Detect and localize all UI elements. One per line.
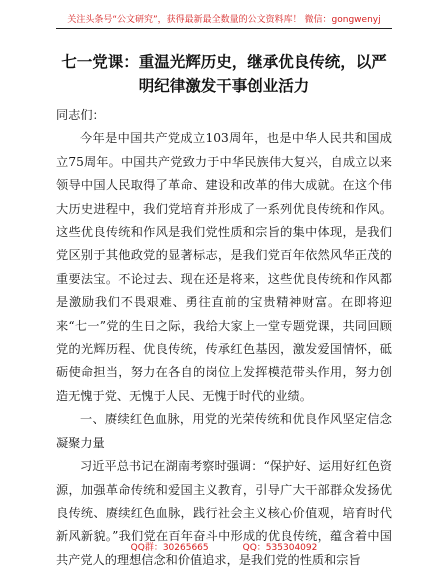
body-paragraph: 今年是中国共产党成立103周年，也是中华人民共和国成立75周年。中国共产党致力于中华民族伟大复兴，自成立以来领导中国人民取得了革命、建设和改革的伟大成就。在这个伟大历史进程中，我们党培育并形成了一系列优良传统和作风。这些优良传统和作风是我们党性质和宗旨的集中体现，是我们党区别于其他政党的显著标志，是我们党百年依然风华正茂的重要法宝。不论过去、现在还是将来，这些优良传统和作风都是激励我们不畏艰难、勇往直前的宝贵精神财富。在即将迎来“七一”党的生日之际，我给大家上一堂专题党课，共同回顾党的光辉历程、优良传统，传承红色基因，激发爱国情怀，砥砺使命担当，努力在各自的岗位上发挥模范带头作用，努力创造无愧于党、无愧于人民、无愧于时代的业绩。	[56, 131, 392, 403]
footer-qq: QQ：535304092	[242, 543, 318, 553]
body-paragraph: 习近平总书记在湖南考察时强调：“保护好、运用好红色资源，加强革命传统和爱国主义教育，引导广大干部群众发扬优良传统、赓续红色血脉，践行社会主义核心价值观，培育时代新风新貌。”我们党在百年奋斗中形成的优良传统，蕴含着中国共产党人的理想信念和价值追求，是我们党的性质和宗旨	[56, 459, 392, 567]
page-footer	[0, 540, 448, 553]
header-divider	[56, 28, 392, 29]
section-heading: 一、赓续红色血脉，用党的光荣传统和优良作风坚定信念凝聚力量	[56, 412, 392, 450]
footer-qq-group: QQ群：30265665	[130, 543, 209, 553]
document-title: 七一党课：重温光辉历史，继承优良传统，以严明纪律激发干事创业活力	[61, 52, 387, 95]
page-header-banner: 关注头条号“公文研究”，获得最新最全数量的公文资料库！ 微信：gongwenyj	[67, 15, 381, 25]
document-body	[56, 104, 392, 572]
salutation: 同志们：	[56, 108, 105, 122]
